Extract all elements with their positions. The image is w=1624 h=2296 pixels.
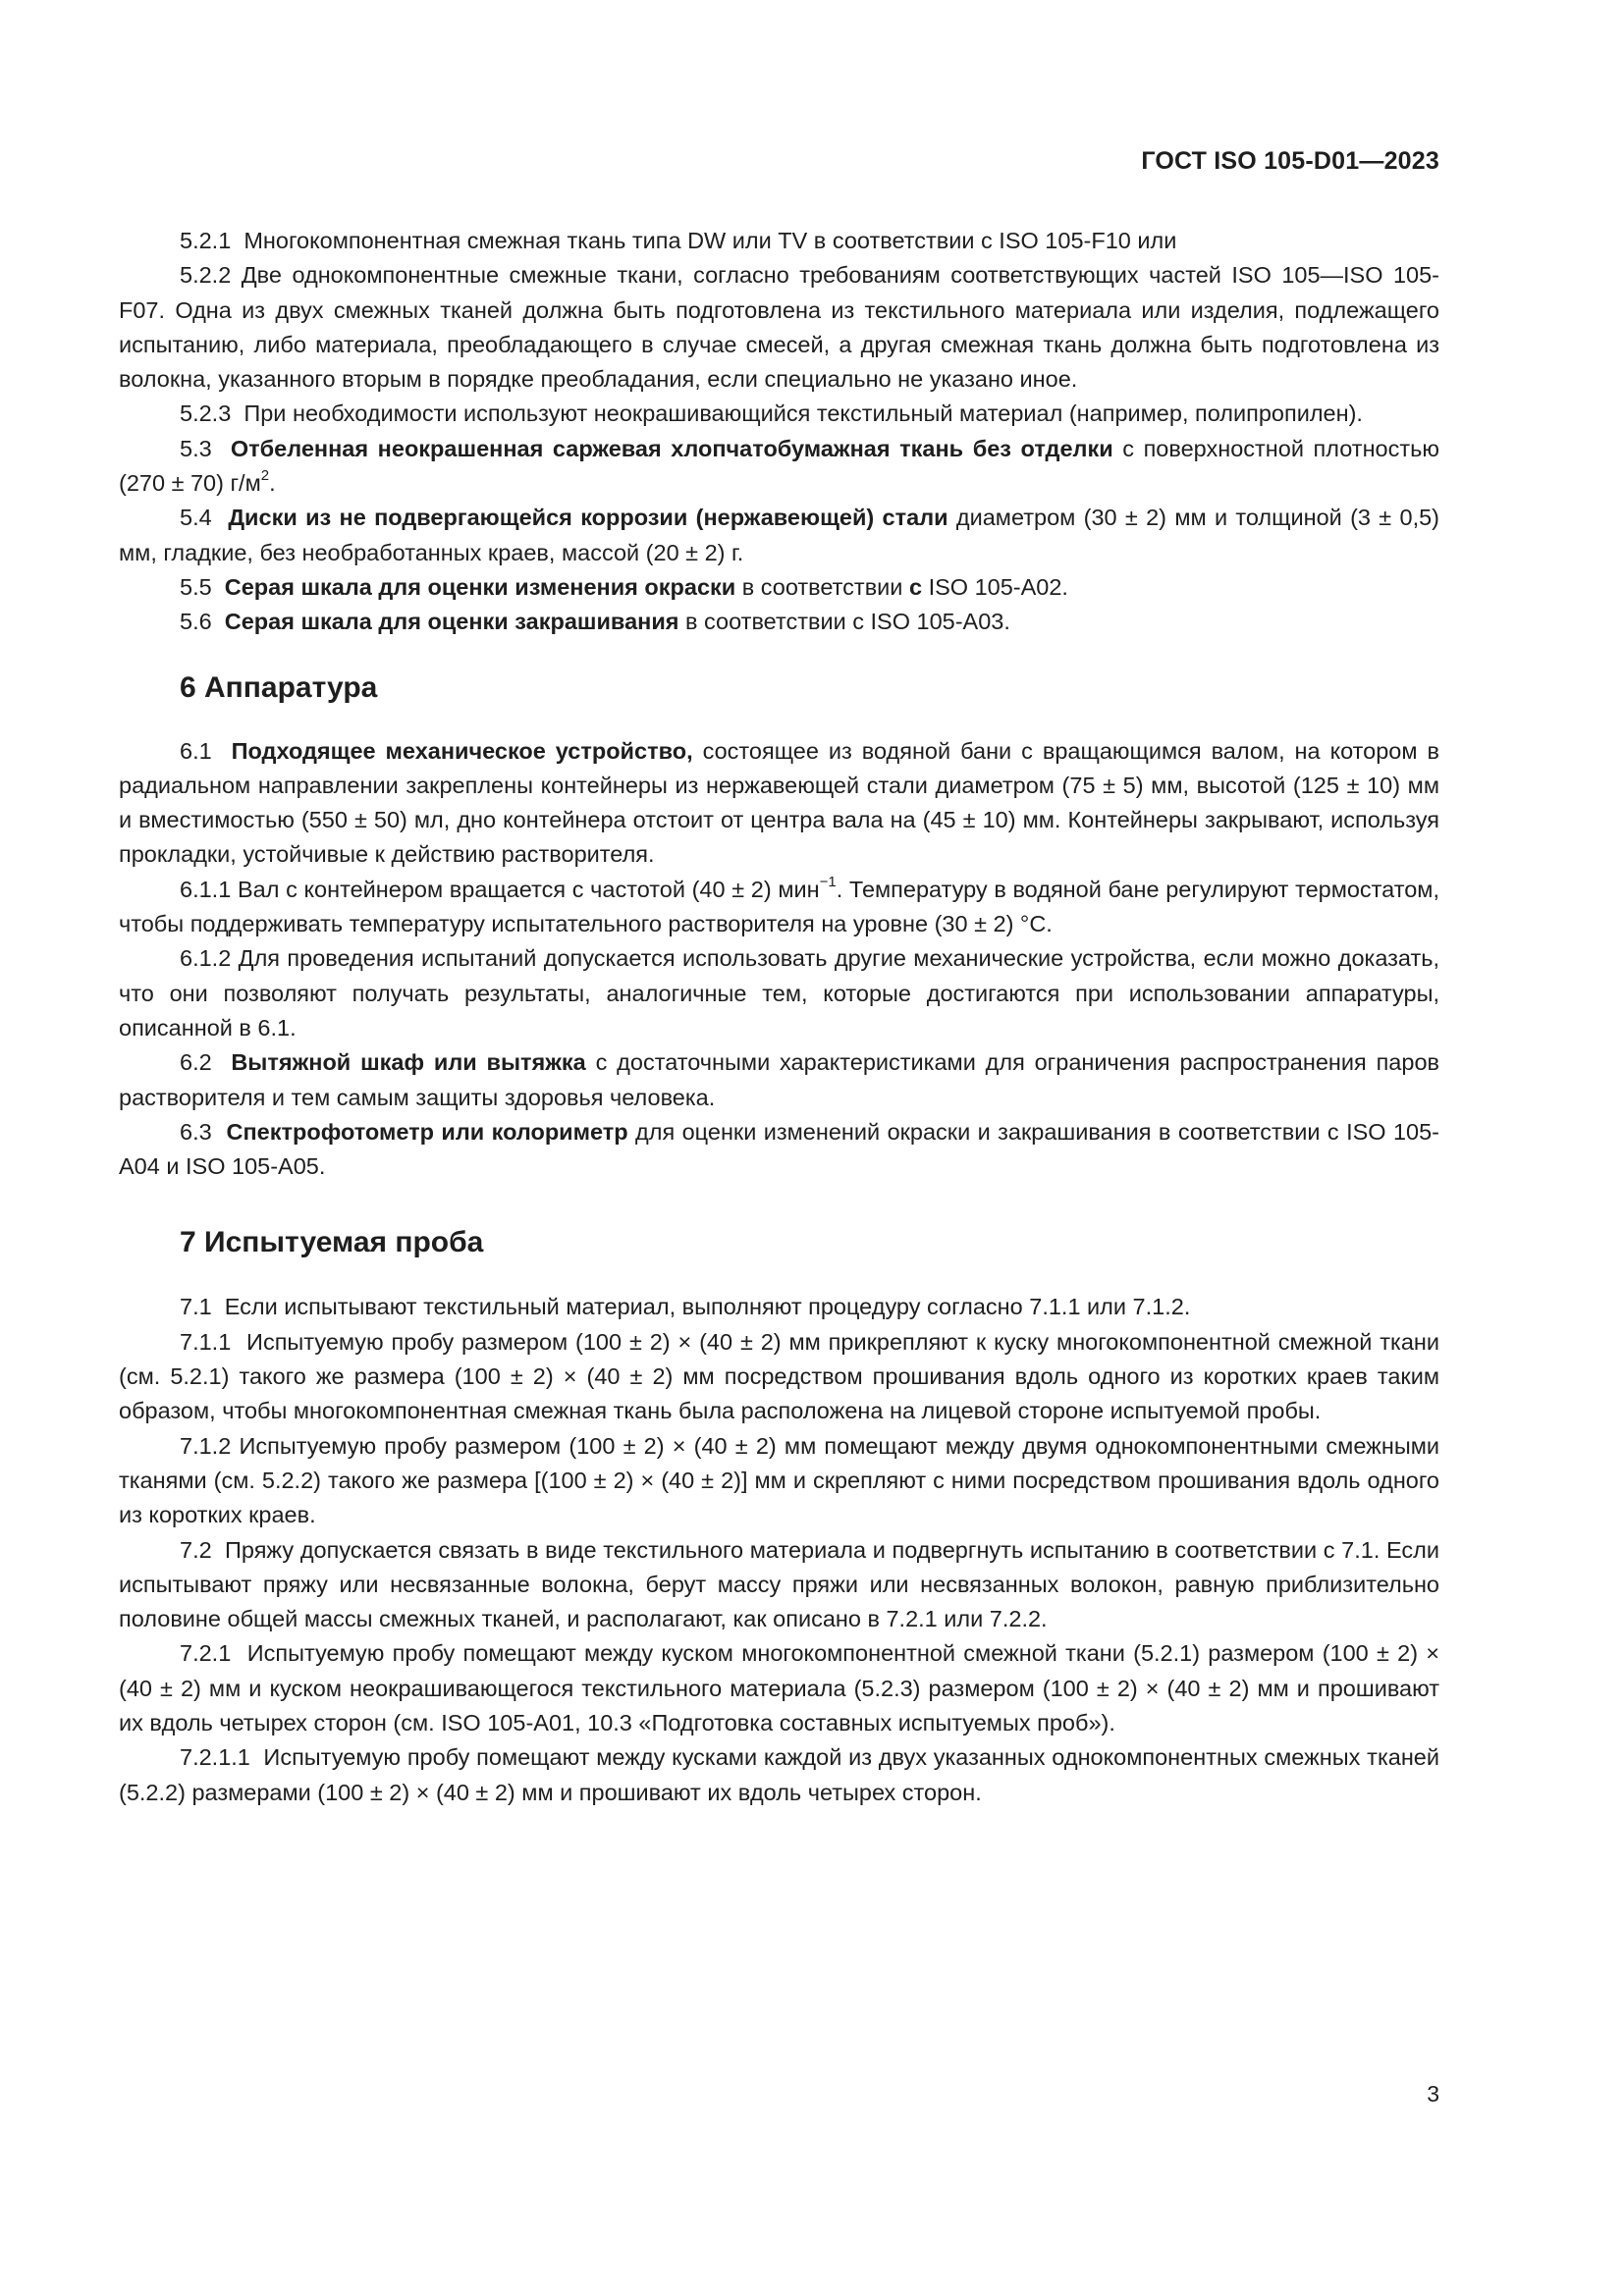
paragraph-6-3	[119, 1115, 1439, 1185]
clause-text-end: ISO 105-A02.	[922, 573, 1068, 600]
clause-text: диаметром (30 ± 2) мм и толщиной (3 ± 0,5) мм, гладкие, без необработанных краев, массой (20 ± 2) г.	[119, 505, 1440, 565]
clause-number: 5.3	[180, 435, 212, 461]
clause-text: Для проведения испытаний допускается использовать другие механические устройства, если можно доказать, что они позволяют получать результаты, аналогичные тем, которые достигаются при использовании аппаратуры, описанной в 6.1.	[119, 945, 1439, 1041]
clause-text: Две однокомпонентные смежные ткани, согласно требованиям соответствующих частей ISO 105—ISO 105-F07. Одна из двух смежных тканей должна быть подготовлена из текстильного материала или изделия, подлежащего испытанию, либо материала, преобладающего в случае смесей, а другая смежная ткань должна быть подготовлена из волокна, указанного вторым в порядке преобладания, если специально не указано иное.	[119, 262, 1440, 393]
clause-number: 5.2.3	[180, 400, 232, 427]
clause-number: 6.1.2	[180, 945, 232, 972]
clause-number: 5.5	[180, 573, 212, 600]
document-body	[119, 224, 1439, 1810]
paragraph-5-4	[119, 501, 1439, 570]
clause-text: состоящее из водяной бани с вращающимся валом, на котором в радиальном направлении закреплены контейнеры из нержавеющей стали диаметром (75 ± 5) мм, высотой (125 ± 10) мм и вместимостью (550 ± 50) мл, дно контейнера отстоит от центра вала на (45 ± 10) мм. Контейнеры закрывают, используя прокладки, устойчивые к действию растворителя.	[119, 737, 1439, 868]
clause-text: Вал с контейнером вращается с частотой (40 ± 2) мин	[237, 876, 820, 902]
clause-text: для оценки изменений окраски и закрашивания в соответствии с ISO 105-A04 и ISO 105-A05.	[119, 1118, 1439, 1180]
clause-number: 7.1.2	[180, 1432, 232, 1459]
clause-term: Серая шкала для оценки изменения окраски	[224, 573, 736, 600]
paragraph-5-2-2	[119, 258, 1439, 397]
clause-text: Пряжу допускается связать в виде текстильного материала и подвергнуть испытанию в соответствии с 7.1. Если испытывают пряжу или несвязанные волокна, берут массу пряжи или несвязанных волокон, равную приблизительно половине общей массы смежных тканей, и располагают, как описано в 7.2.1 или 7.2.2.	[119, 1536, 1440, 1632]
clause-text: Испытуемую пробу размером (100 ± 2) × (40 ± 2) мм помещают между двумя однокомпонентными смежными тканями (см. 5.2.2) такого же размера [(100 ± 2) × (40 ± 2)] мм и скрепляют с ними посредством прошивания вдоль одного из коротких краев.	[119, 1432, 1440, 1528]
section-heading-6: 6 Аппаратура	[180, 670, 378, 704]
paragraph-7-2-1-1	[119, 1740, 1439, 1810]
clause-term: Диски из не подвергающейся коррозии (нержавеющей) стали	[228, 505, 948, 531]
paragraph-6-1-1	[119, 873, 1439, 942]
paragraph-5-2-1	[119, 224, 1439, 258]
clause-number: 7.2.1.1	[180, 1744, 250, 1771]
clause-number: 7.1	[180, 1294, 212, 1320]
clause-text: Многокомпонентная смежная ткань типа DW или TV в соответствии с ISO 105-F10 или	[244, 228, 1177, 253]
clause-text: Если испытывают текстильный материал, выполняют процедуру согласно 7.1.1 или 7.1.2.	[224, 1294, 1191, 1320]
clause-number: 7.2	[180, 1536, 212, 1563]
paragraph-7-1	[119, 1290, 1439, 1324]
clause-number: 5.6	[180, 609, 212, 635]
paragraph-6-1	[119, 734, 1439, 873]
paragraph-7-2-1	[119, 1636, 1439, 1740]
clause-term: Отбеленная неокрашенная саржевая хлопчатобумажная ткань без отделки	[230, 435, 1113, 461]
paragraph-5-2-3	[119, 397, 1439, 431]
clause-number: 6.1	[180, 737, 212, 764]
paragraph-7-1-1	[119, 1325, 1439, 1429]
superscript: −1	[819, 873, 837, 890]
clause-text: При необходимости используют неокрашивающийся текстильный материал (например, полипропилен).	[244, 400, 1363, 427]
clause-text: с достаточными характеристиками для ограничения распространения паров растворителя и тем самым защиты здоровья человека.	[119, 1049, 1439, 1110]
clause-number: 5.2.1	[180, 228, 232, 253]
paragraph-5-6	[119, 605, 1439, 639]
clause-number: 6.3	[180, 1118, 212, 1145]
paragraph-6-1-2	[119, 941, 1439, 1045]
clause-number: 6.2	[180, 1049, 212, 1076]
clause-term: Подходящее механическое устройство,	[231, 737, 693, 764]
page-number: 3	[1427, 2081, 1439, 2107]
document-header: ГОСТ ISO 105-D01—2023	[1141, 147, 1439, 175]
clause-number: 7.1.1	[180, 1328, 232, 1355]
clause-text: Испытуемую пробу помещают между куском многокомпонентной смежной ткани (5.2.1) размером (100 ± 2) × (40 ± 2) мм и куском неокрашивающегося текстильного материала (5.2.3) размером (100 ± 2) × (40 ± 2) мм и прошивают их вдоль четырех сторон (см. ISO 105-A01, 10.3 «Подготовка составных испытуемых проб»).	[119, 1640, 1439, 1735]
clause-text: Испытуемую пробу помещают между кусками каждой из двух указанных однокомпонентных смежных тканей (5.2.2) размерами (100 ± 2) × (40 ± 2) мм и прошивают их вдоль четырех сторон.	[119, 1744, 1439, 1805]
clause-term: Спектрофотометр или колориметр	[226, 1118, 628, 1145]
clause-number: 6.1.1	[180, 876, 232, 902]
clause-number: 5.4	[180, 505, 212, 531]
clause-text-end: . Температуру в водяной бане регулируют термостатом, чтобы поддерживать температуру испытательного растворителя на уровне (30 ± 2) °С.	[119, 876, 1439, 937]
clause-term: Вытяжной шкаф или вытяжка	[231, 1049, 586, 1076]
clause-number: 5.2.2	[180, 262, 232, 289]
clause-term-2: с	[908, 573, 923, 600]
paragraph-5-3	[119, 432, 1439, 502]
paragraph-5-5	[119, 570, 1439, 605]
paragraph-6-2	[119, 1045, 1439, 1115]
clause-text: Испытуемую пробу размером (100 ± 2) × (40 ± 2) мм прикрепляют к куску многокомпонентной смежной ткани (см. 5.2.1) такого же размера (100 ± 2) × (40 ± 2) мм посредством прошивания вдоль одного из коротких краев таким образом, чтобы многокомпонентная смежная ткань была расположена на лицевой стороне испытуемой пробы.	[119, 1328, 1439, 1424]
paragraph-7-2	[119, 1533, 1439, 1637]
section-heading-7: 7 Испытуемая проба	[180, 1226, 484, 1259]
clause-text-end: .	[269, 470, 276, 497]
clause-text: в соответствии с ISO 105-A03.	[678, 609, 1010, 635]
superscript: 2	[260, 467, 270, 485]
clause-term: Серая шкала для оценки закрашивания	[224, 609, 679, 635]
paragraph-7-1-2	[119, 1429, 1439, 1533]
clause-text: с поверхностной плотностью (270 ± 70) г/м	[119, 435, 1439, 497]
clause-number: 7.2.1	[180, 1640, 232, 1667]
clause-text: в соответствии	[735, 573, 909, 600]
